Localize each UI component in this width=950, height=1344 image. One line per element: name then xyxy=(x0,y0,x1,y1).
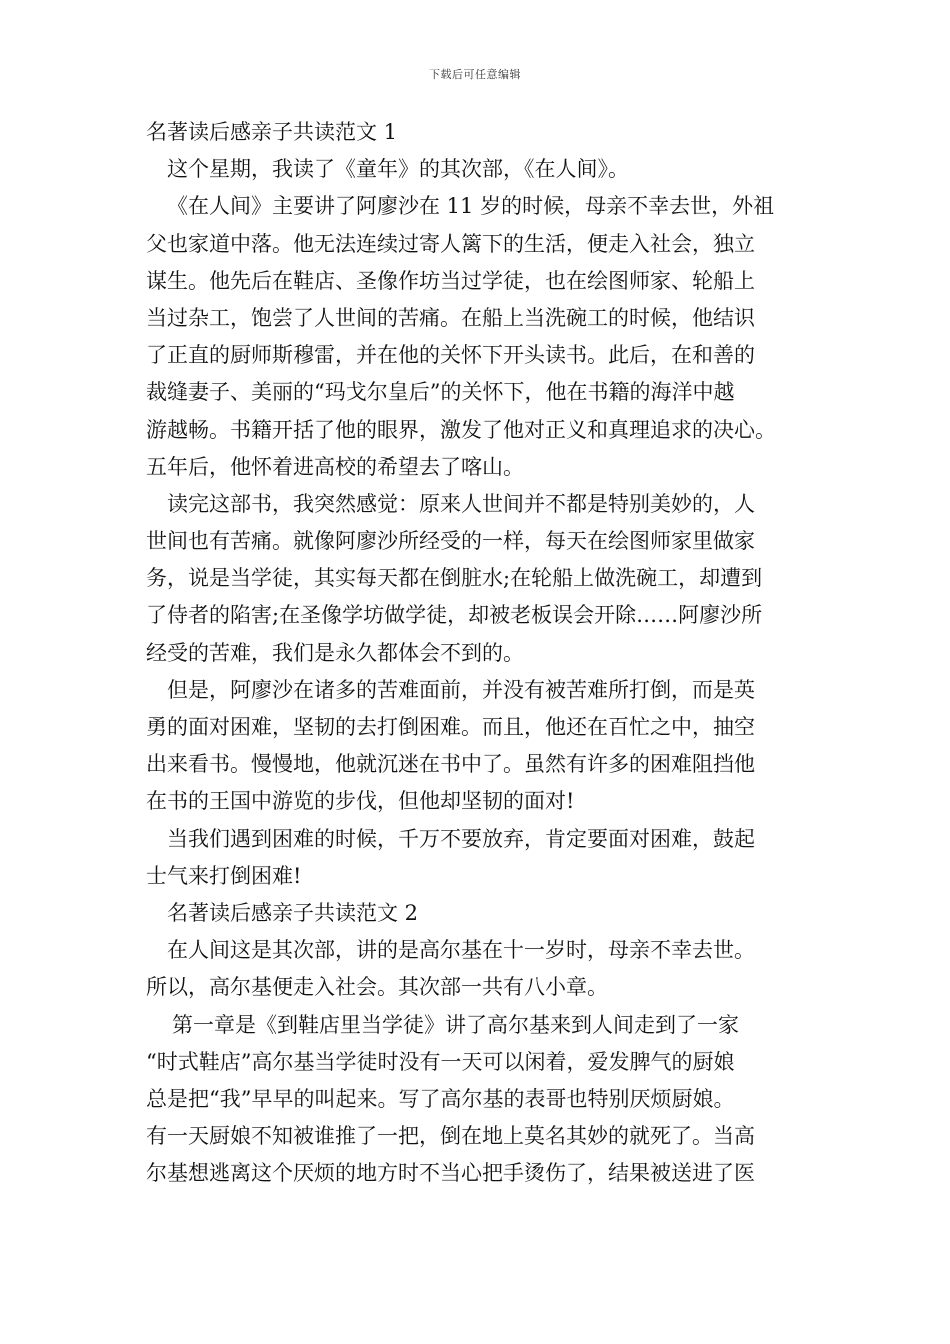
text-line: 裁缝妻子、美丽的“玛戈尔皇后”的关怀下，他在书籍的海洋中越 xyxy=(146,380,735,405)
text-line: 总是把“我”早早的叫起来。写了高尔基的表哥也特别厌烦厨娘。 xyxy=(146,1086,735,1111)
text-line: 所以，高尔基便走入社会。其次部一共有八小章。 xyxy=(146,975,608,1000)
text-line: 游越畅。书籍开括了他的眼界，激发了他对正义和真理追求的决心。 xyxy=(146,417,776,442)
text-line: 当过杂工，饱尝了人世间的苦痛。在船上当洗碗工的时候，他结识 xyxy=(146,305,755,330)
text-line: 当我们遇到困难的时候，千万不要放弃，肯定要面对困难，鼓起 xyxy=(167,826,755,851)
section-title: 名著读后感亲子共读范文 2 xyxy=(167,900,419,925)
text-line: 尔基想逃离这个厌烦的地方时不当心把手烫伤了，结果被送进了医 xyxy=(146,1161,755,1186)
document-body xyxy=(146,114,806,1192)
text-line: 士气来打倒困难! xyxy=(146,863,302,888)
text-line: 五年后，他怀着进高校的希望去了喀山。 xyxy=(146,454,524,479)
section-title: 名著读后感亲子共读范文 1 xyxy=(146,120,398,144)
text-line: 在书的王国中游览的步伐，但他却坚韧的面对! xyxy=(146,789,575,814)
text-line: 有一天厨娘不知被谁推了一把，倒在地上莫名其妙的就死了。当高 xyxy=(146,1124,755,1149)
text-line: 出来看书。慢慢地，他就沉迷在书中了。虽然有许多的困难阻挡他 xyxy=(146,752,755,777)
text-line: 了侍者的陷害;在圣像学坊做学徒，却被老板误会开除……阿廖沙所 xyxy=(146,603,763,628)
text-line: 在人间这是其次部，讲的是高尔基在十一岁时，母亲不幸去世。 xyxy=(167,938,755,963)
text-line: 经受的苦难，我们是永久都体会不到的。 xyxy=(146,640,524,665)
text-line: 但是，阿廖沙在诸多的苦难面前，并没有被苦难所打倒，而是英 xyxy=(167,677,755,702)
text-line: 务，说是当学徒，其实每天都在倒脏水;在轮船上做洗碗工，却遭到 xyxy=(146,566,763,591)
text-line: 谋生。他先后在鞋店、圣像作坊当过学徒，也在绘图师家、轮船上 xyxy=(146,268,755,293)
text-line: 读完这部书，我突然感觉：原来人世间并不都是特别美妙的，人 xyxy=(167,491,755,516)
text-line: 世间也有苦痛。就像阿廖沙所经受的一样，每天在绘图师家里做家 xyxy=(146,529,755,554)
text-line: 父也家道中落。他无法连续过寄人篱下的生活，便走入社会，独立 xyxy=(146,231,755,256)
page-header: 下载后可任意编辑 xyxy=(429,68,521,81)
text-line: 《在人间》主要讲了阿廖沙在 11 岁的时候，母亲不幸去世，外祖 xyxy=(167,194,775,219)
text-line: “时式鞋店”高尔基当学徒时没有一天可以闲着，爱发脾气的厨娘 xyxy=(146,1049,735,1074)
text-line: 勇的面对困难，坚韧的去打倒困难。而且，他还在百忙之中，抽空 xyxy=(146,715,755,739)
text-line: 第一章是《到鞋店里当学徒》讲了高尔基来到人间走到了一家 xyxy=(172,1012,739,1037)
text-line: 这个星期，我读了《童年》的其次部，《在人间》。 xyxy=(167,157,629,182)
text-line: 了正直的厨师斯穆雷，并在他的关怀下开头读书。此后，在和善的 xyxy=(146,343,755,368)
